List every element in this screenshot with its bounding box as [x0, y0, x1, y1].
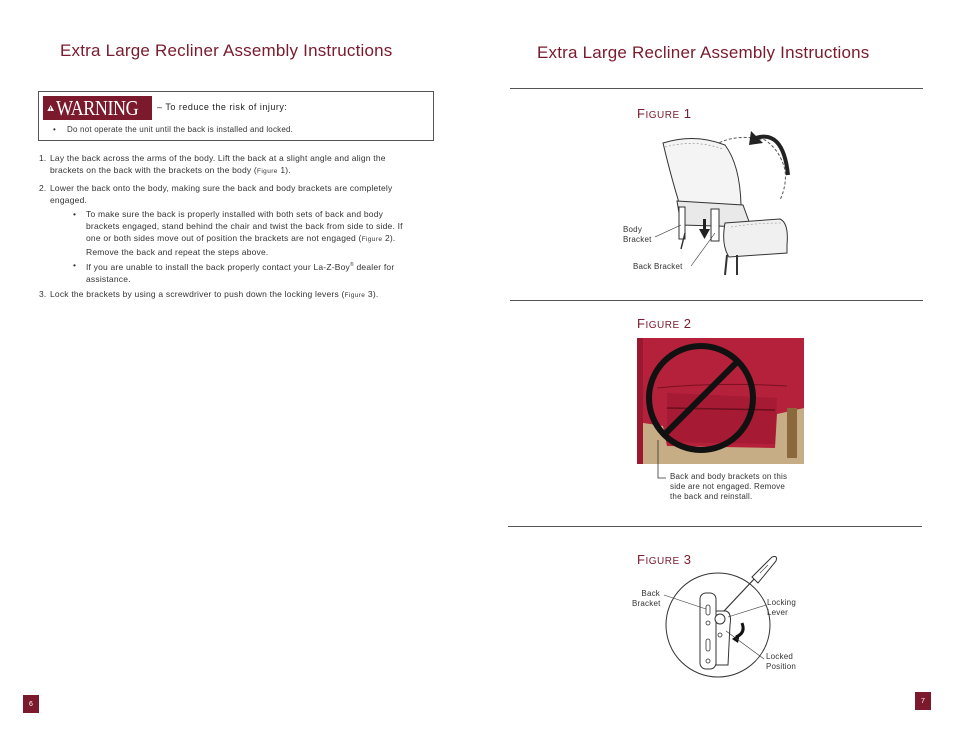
warning-bullet	[53, 125, 293, 134]
figure-reference: Figure	[344, 292, 366, 299]
figure-1-recliner-illustration	[655, 125, 805, 285]
step-number: 2.	[39, 183, 47, 193]
step-text-end: 3).	[365, 289, 379, 299]
figure-reference: Figure	[361, 236, 383, 243]
bullet-marker: •	[53, 125, 57, 134]
figure-3-locking-lever-callout: Locking Lever	[767, 598, 796, 617]
page-title-right: Extra Large Recliner Assembly Instructions	[537, 43, 870, 62]
figure-2-caption: Back and body brackets on this side are not engaged. Remove the back and reinstall.	[670, 472, 788, 501]
divider	[510, 88, 923, 89]
sub-bullet-twist-check	[73, 208, 403, 258]
figure-1-body-bracket-callout: Body Bracket	[623, 225, 652, 244]
figure-3-locked-position-callout: Locked Position	[766, 652, 797, 671]
page-number-left: 6	[23, 695, 39, 713]
figure-1-label: FIGURE 1	[637, 106, 692, 121]
divider	[510, 300, 923, 301]
warning-heading: – To reduce the risk of injury:	[157, 102, 288, 112]
step-2	[39, 182, 399, 206]
warning-triangle-icon	[47, 98, 54, 118]
sub-bullet-dealer	[73, 259, 403, 285]
bullet-marker: •	[73, 209, 77, 219]
sub-bullet-text: To make sure the back is properly installed with both sets of back and body brackets engaged, stand behind the chair and twist the back from side to side. If one or both sides move out of position the brackets are not engaged (	[86, 209, 403, 243]
registered-mark: ®	[350, 262, 354, 268]
divider	[508, 526, 922, 527]
step-3	[39, 288, 439, 302]
warning-box	[38, 91, 434, 141]
page-number-right: 7	[915, 692, 931, 710]
figure-2-leader-line	[652, 440, 668, 480]
warning-label	[43, 96, 152, 120]
step-text: Lower the back onto the body, making sure the back and body brackets are completely engaged.	[50, 183, 393, 205]
step-text-end: 1).	[277, 165, 291, 175]
step-number: 3.	[39, 289, 47, 299]
figure-reference: Figure	[256, 168, 278, 175]
step-1	[39, 152, 399, 178]
warning-bullet-text: Do not operate the unit until the back is installed and locked.	[67, 125, 294, 134]
figure-3-back-bracket-callout: Back Bracket	[632, 589, 661, 608]
page-title-left: Extra Large Recliner Assembly Instructions	[60, 41, 393, 60]
sub-bullet-text-end: dealer for assistance.	[86, 261, 395, 284]
sub-bullet-text-end: 2). Remove the back and repeat the steps above.	[86, 233, 396, 257]
figure-2-label: FIGURE 2	[637, 316, 692, 331]
step-number: 1.	[39, 153, 47, 163]
sub-bullet-text: If you are unable to install the back properly contact your La-Z-Boy	[86, 261, 351, 272]
step-text: Lay the back across the arms of the body. Lift the back at a slight angle and align the brackets on the back with the brackets on the body (	[50, 153, 386, 175]
figure-3-label: FIGURE 3	[637, 552, 692, 567]
warning-label-text: WARNING	[56, 95, 139, 120]
bullet-marker: •	[73, 260, 77, 270]
step-text: Lock the brackets by using a screwdriver to push down the locking levers (	[50, 289, 345, 299]
figure-1-back-bracket-callout: Back Bracket	[633, 262, 683, 271]
